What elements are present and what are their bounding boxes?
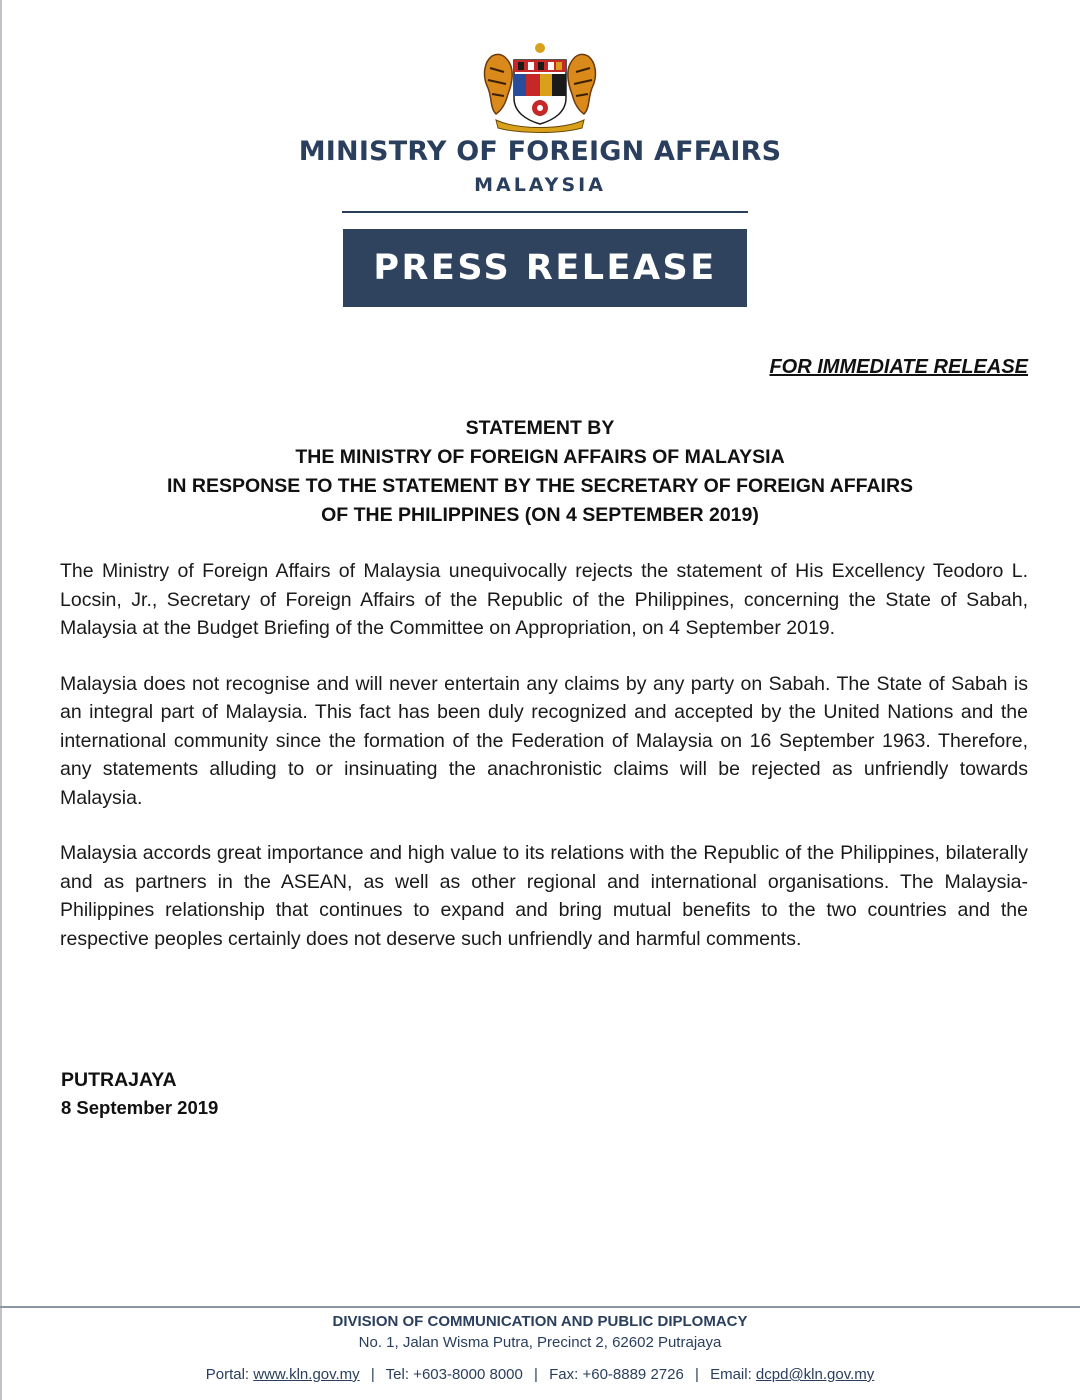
headline-line: OF THE PHILIPPINES (ON 4 SEPTEMBER 2019)	[321, 504, 759, 526]
ministry-country: MALAYSIA	[474, 174, 606, 196]
body-paragraph: Malaysia accords great importance and high value to its relations with the Republic of the Philippines, bilaterally and as partners in the ASEAN, as well as other regional and international organisations. The Malaysia-Philippines relationship that continues to expand and bring mutual benefits to the two countries and the respective peoples certainly does not deserve such unfriendly and harmful comments.	[60, 842, 1028, 950]
headline-line: THE MINISTRY OF FOREIGN AFFAIRS OF MALAYSIA	[295, 446, 785, 468]
release-note: FOR IMMEDIATE RELEASE	[769, 356, 1028, 378]
email-link[interactable]: dcpd@kln.gov.my	[755, 1366, 875, 1383]
footer-address: No. 1, Jalan Wisma Putra, Precinct 2, 62602 Putrajaya	[358, 1334, 722, 1351]
body-paragraph: Malaysia does not recognise and will never entertain any claims by any party on Sabah. The State of Sabah is an integral part of Malaysia. This fact has been duly recognized and accepted by the United Nations and the international community since the formation of the Federation of Malaysia on 16 September 1963. Therefore, any statements alluding to or insinuating the anachronistic claims will be rejected as unfriendly towards Malaysia.	[60, 672, 1028, 809]
ministry-title: MINISTRY OF FOREIGN AFFAIRS	[298, 136, 782, 167]
coat-of-arms-icon	[478, 38, 602, 134]
page-edge	[0, 0, 2, 1400]
headline-line: IN RESPONSE TO THE STATEMENT BY THE SECRETARY OF FOREIGN AFFAIRS	[166, 475, 914, 497]
footer-contact	[0, 1366, 1080, 1383]
portal-label: Portal:	[205, 1366, 250, 1383]
footer-division: DIVISION OF COMMUNICATION AND PUBLIC DIPLOMACY	[332, 1313, 748, 1330]
signoff-place: PUTRAJAYA	[61, 1069, 177, 1091]
title-divider	[342, 211, 748, 213]
statement-headline	[0, 414, 1080, 530]
headline-line: STATEMENT BY	[465, 417, 615, 439]
statement-body	[60, 557, 1028, 980]
separator: |	[534, 1366, 538, 1383]
press-release-banner: PRESS RELEASE	[343, 229, 747, 307]
separator: |	[694, 1366, 699, 1383]
body-paragraph: The Ministry of Foreign Affairs of Malaysia unequivocally rejects the statement of His Excellency Teodoro L. Locsin, Jr., Secretary of Foreign Affairs of the Republic of the Philippines, concerning the State of Sabah, Malaysia at the Budget Briefing of the Committee on Appropriation, on 4 September 2019.	[60, 560, 1028, 639]
separator: |	[370, 1366, 375, 1383]
fax-text: Fax: +60-8889 2726	[549, 1366, 684, 1383]
tel-text: Tel: +603-8000 8000	[385, 1366, 523, 1383]
signoff-date: 8 September 2019	[61, 1097, 219, 1118]
portal-link[interactable]: www.kln.gov.my	[253, 1366, 360, 1383]
footer-divider	[0, 1306, 1080, 1308]
email-label: Email:	[710, 1366, 752, 1383]
